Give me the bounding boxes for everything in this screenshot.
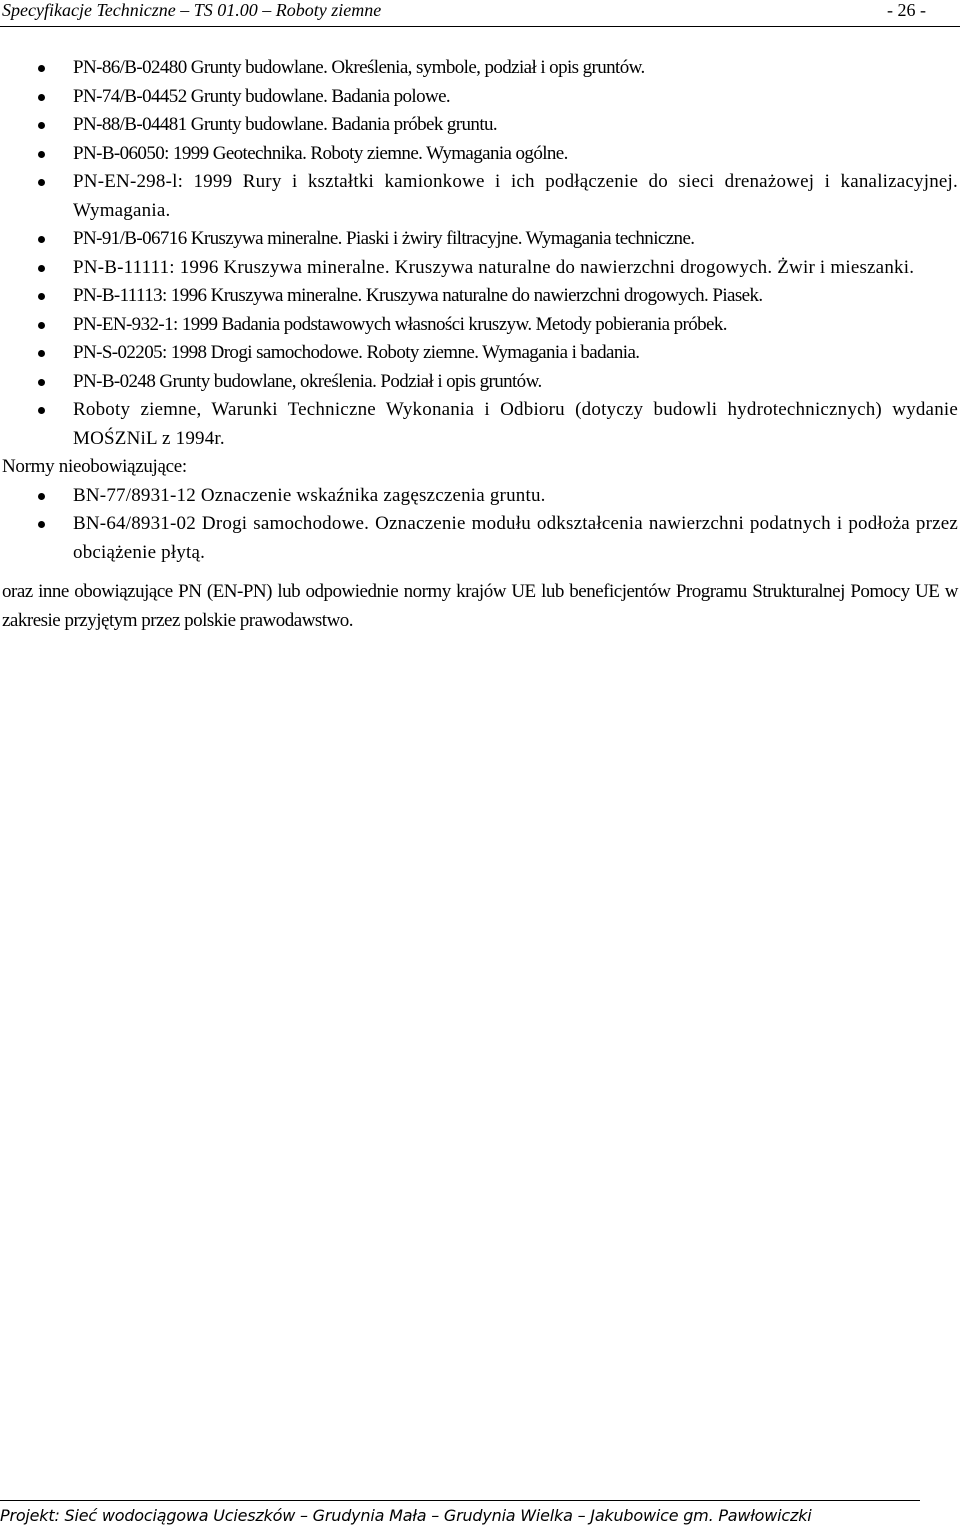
list-item: PN-74/B-04452 Grunty budowlane. Badania polowe. (0, 83, 958, 112)
closing-paragraph: oraz inne obowiązujące PN (EN-PN) lub odpowiednie normy krajów UE lub beneficjentów Programu Strukturalnej Pomocy UE w zakresie przyjętym przez polskie prawodawstwo. (2, 581, 958, 631)
list-item: PN-B-0248 Grunty budowlane, określenia. Podział i opis gruntów. (0, 368, 958, 397)
list-item: PN-B-06050: 1999 Geotechnika. Roboty ziemne. Wymagania ogólne. (0, 140, 958, 169)
list-item: PN-EN-298-l: 1999 Rury i kształtki kamionkowe i ich podłączenie do sieci drenażowej i kanalizacyjnej. Wymagania. (0, 168, 958, 225)
list-item: PN-91/B-06716 Kruszywa mineralne. Piaski i żwiry filtracyjne. Wymagania techniczne. (0, 225, 958, 254)
list-item: PN-S-02205: 1998 Drogi samochodowe. Roboty ziemne. Wymagania i badania. (0, 339, 958, 368)
nonbinding-heading: Normy nieobowiązujące: (2, 456, 187, 477)
list-item: PN-86/B-02480 Grunty budowlane. Określenia, symbole, podział i opis gruntów. (0, 54, 958, 83)
nonbinding-list (0, 482, 958, 568)
list-item: PN-88/B-04481 Grunty budowlane. Badania próbek gruntu. (0, 111, 958, 140)
list-item: BN-77/8931-12 Oznaczenie wskaźnika zagęszczenia gruntu. (0, 482, 958, 511)
list-item: PN-B-11111: 1996 Kruszywa mineralne. Kruszywa naturalne do nawierzchni drogowych. Żwir i mieszanki. (0, 254, 958, 283)
standards-list (0, 54, 958, 453)
document-body (0, 54, 958, 654)
list-item: Roboty ziemne, Warunki Techniczne Wykonania i Odbioru (dotyczy budowli hydrotechnicznych) wydanie MOŚZNiL z 1994r. (0, 396, 958, 453)
footer-text: Projekt: Sieć wodociągowa Ucieszków – Grudynia Mała – Grudynia Wielka – Jakubowice gm. Pawłowiczki (0, 1506, 812, 1525)
page-footer (0, 1500, 920, 1525)
list-item: PN-EN-932-1: 1999 Badania podstawowych własności kruszyw. Metody pobierania próbek. (0, 311, 958, 340)
list-item: BN-64/8931-02 Drogi samochodowe. Oznaczenie modułu odkształcenia nawierzchni podatnych i podłoża przez obciążenie płytą. (0, 510, 958, 567)
page-number: - 26 - (887, 0, 926, 20)
list-item: PN-B-11113: 1996 Kruszywa mineralne. Kruszywa naturalne do nawierzchni drogowych. Piasek. (0, 282, 958, 311)
page-header (0, 0, 960, 27)
header-title: Specyfikacje Techniczne – TS 01.00 – Roboty ziemne (2, 0, 382, 20)
